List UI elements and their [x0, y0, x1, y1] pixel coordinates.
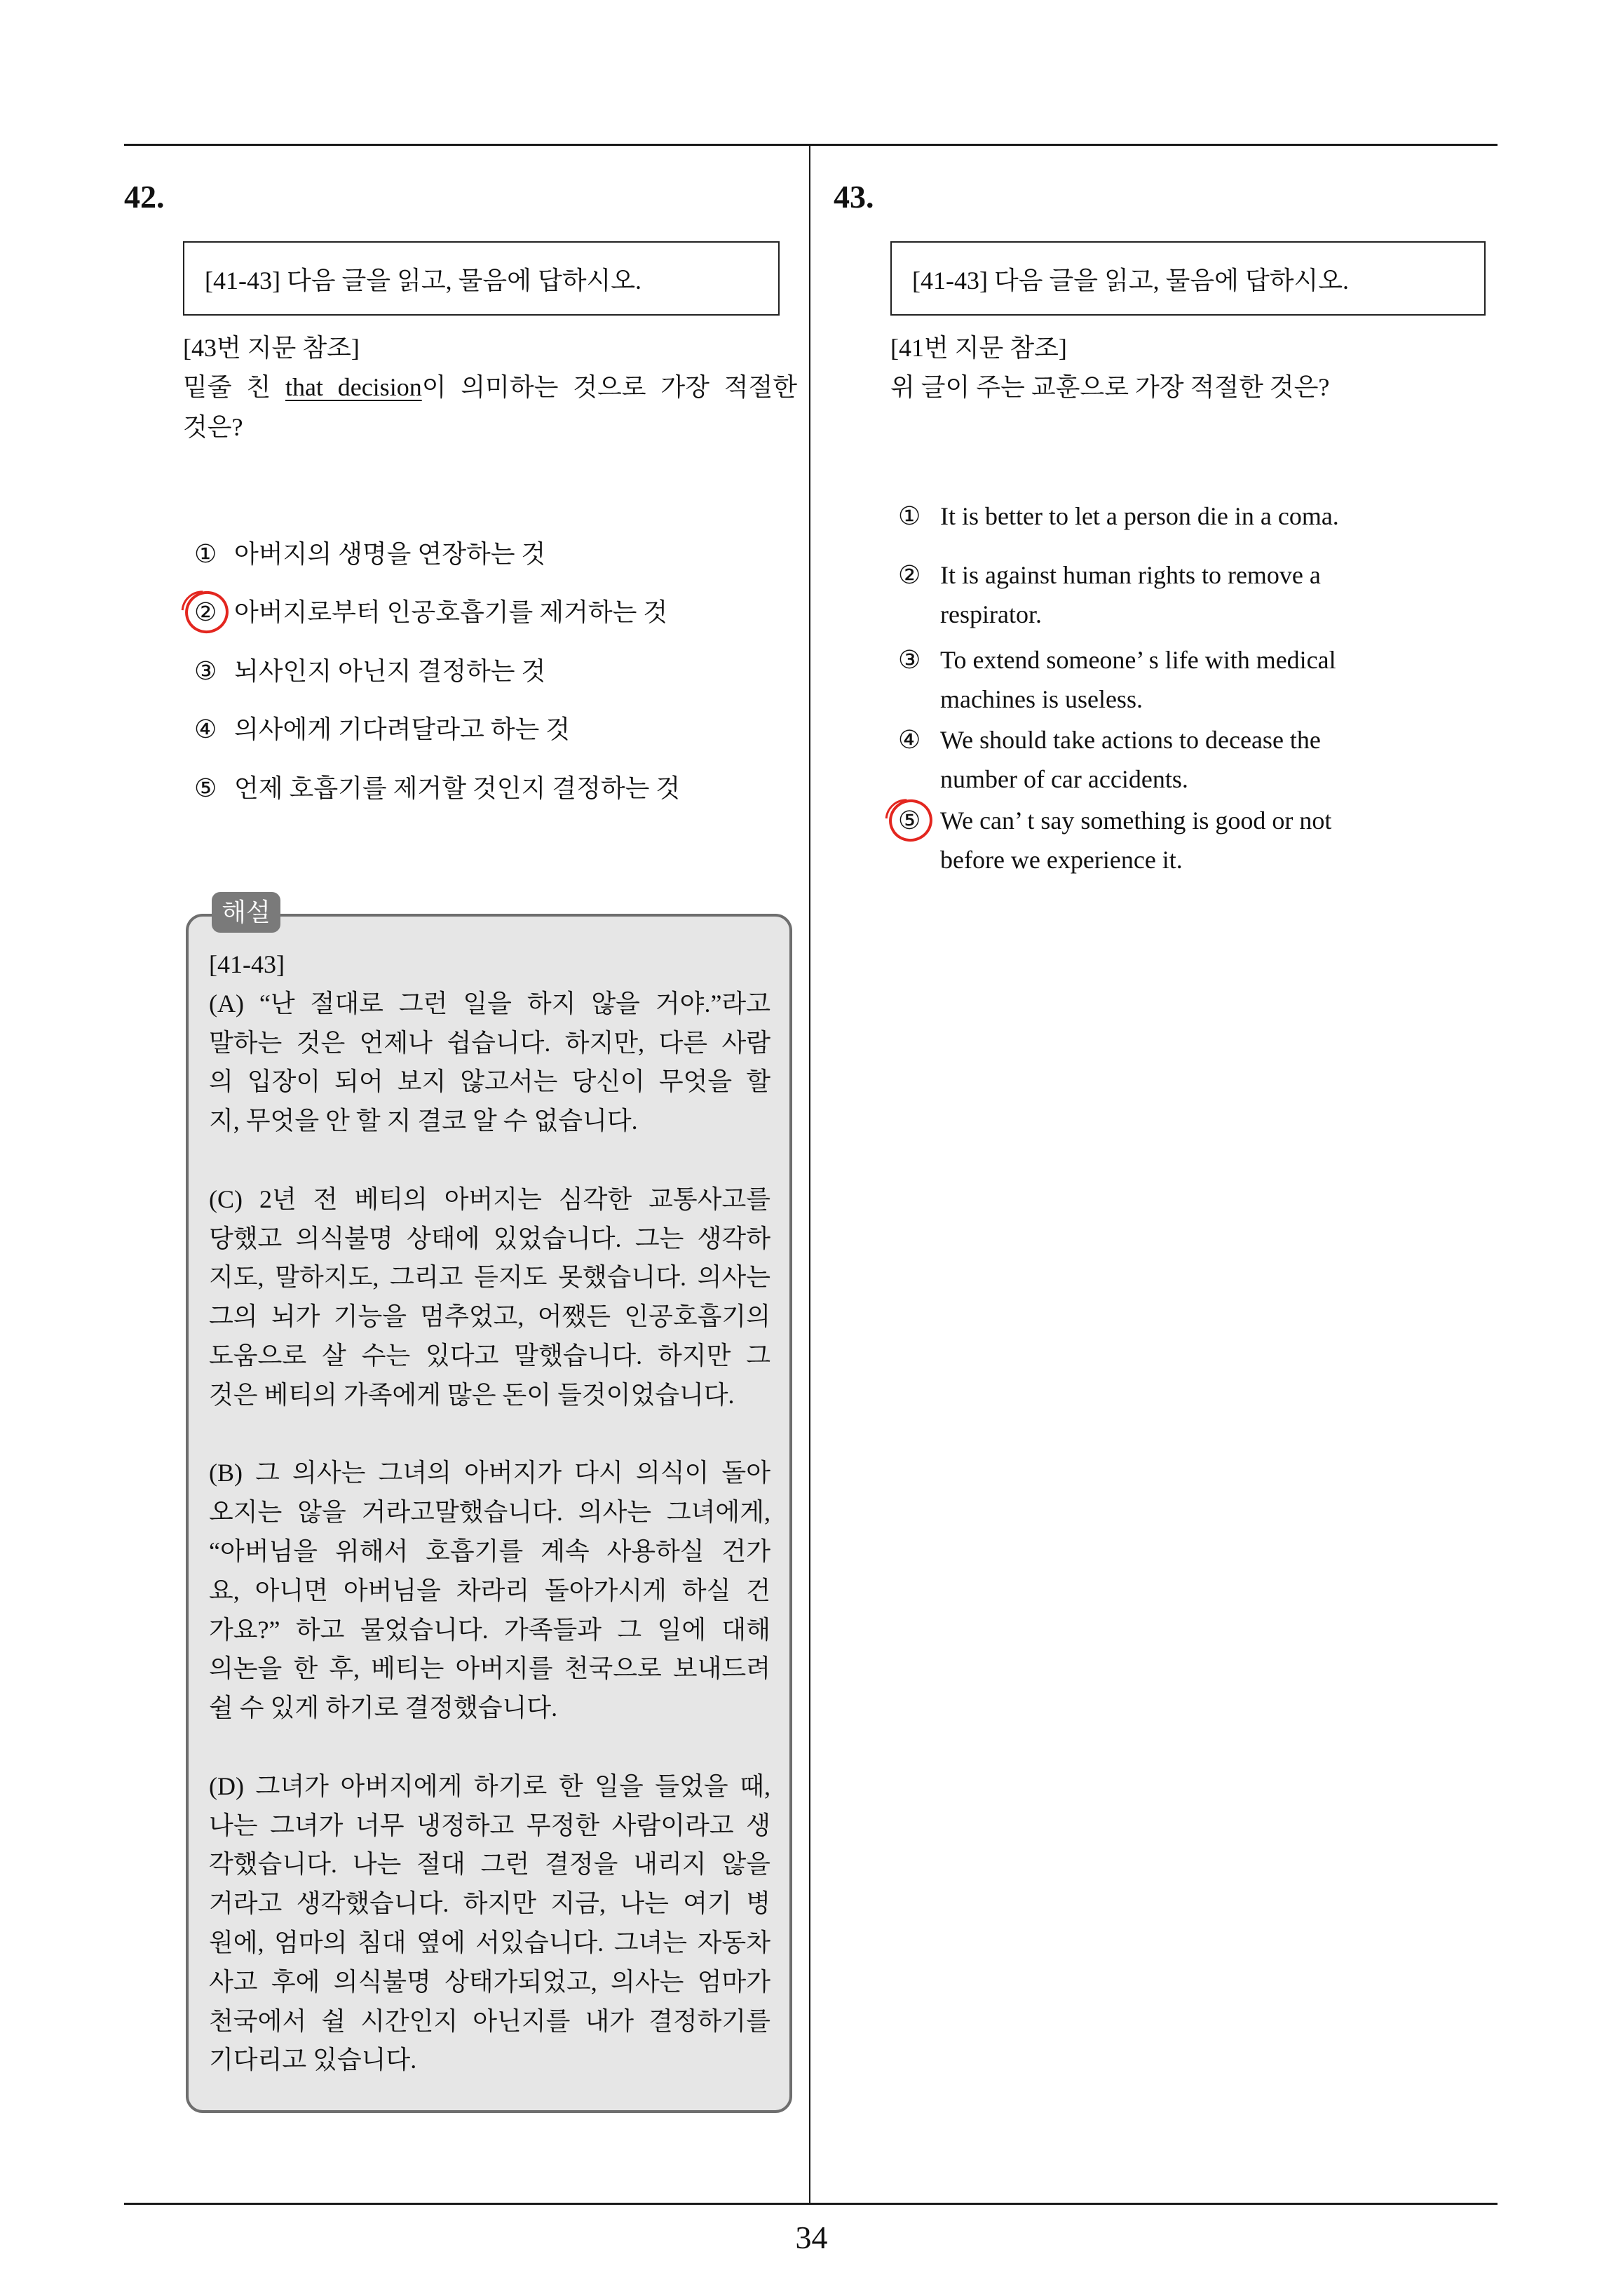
- option-text-line: We can’ t say something is good or not: [940, 806, 1332, 835]
- left-option-4: [194, 710, 797, 768]
- instruction-text: [41-43] 다음 글을 읽고, 물음에 답하시오.: [912, 266, 1350, 295]
- option-text: [940, 640, 1336, 720]
- explanation-line: 쉴 수 있게 하기로 결정했습니다.: [209, 1694, 558, 1722]
- option-text: 아버지의 생명을 연장하는 것: [234, 540, 546, 568]
- question-text-post: 이 의미하는 것으로 가장 적절한: [421, 373, 798, 402]
- explanation-line: 것은 베티의 가족에게 많은 돈이 들것이었습니다.: [209, 1380, 735, 1409]
- option-number: ②: [898, 561, 921, 589]
- explanation-line: 그의 뇌가 기능을 멈추었고, 어쨌든 인공호흡기의: [209, 1302, 770, 1331]
- right-option-3: [898, 640, 1336, 720]
- option-text: 언제 호흡기를 제거할 것인지 결정하는 것: [234, 774, 681, 802]
- explanation-line: (D) 그녀가 아버지에게 하기로 한 일을 들었을 때,: [209, 1771, 770, 1800]
- top-rule: [124, 144, 1498, 146]
- instruction-text: [41-43] 다음 글을 읽고, 물음에 답하시오.: [205, 266, 642, 295]
- option-number: ④: [194, 715, 217, 744]
- explanation-paragraph: [209, 985, 770, 1141]
- explanation-label: 해설: [212, 892, 280, 933]
- explanation-line: 사고 후에 의식불명 상태가되었고, 의사는 엄마가: [209, 1967, 770, 1996]
- explanation-line: 기다리고 있습니다.: [209, 2046, 417, 2074]
- option-text-line: We should take actions to decease the: [940, 726, 1321, 754]
- question-stem: [183, 328, 797, 447]
- option-text-line: To extend someone’ s life with medical: [940, 646, 1336, 674]
- explanation-line: (B) 그 의사는 그녀의 아버지가 다시 의식이 돌아: [209, 1459, 770, 1487]
- explanation-heading: [41-43]: [209, 950, 285, 978]
- explanation-line: 가요?” 하고 물었습니다. 가족들과 그 일에 대해: [209, 1615, 770, 1644]
- question-line: 위 글이 주는 교훈으로 가장 적절한 것은?: [890, 373, 1330, 402]
- explanation-line: (A) “난 절대로 그런 일을 하지 않을 거야.”라고: [209, 989, 770, 1018]
- option-text-line: It is against human rights to remove a: [940, 561, 1321, 589]
- explanation-line: 도움으로 살 수는 있다고 말했습니다. 하지만 그: [209, 1341, 770, 1370]
- option-number: ④: [898, 726, 921, 754]
- right-option-5: [898, 801, 1331, 880]
- question-line: [183, 367, 797, 407]
- option-number: ①: [194, 540, 217, 568]
- explanation-paragraph: [209, 1180, 770, 1415]
- option-text-line: It is better to let a person die in a coma.: [940, 502, 1339, 530]
- left-option-3: [194, 651, 797, 710]
- left-options-list: [194, 534, 797, 827]
- explanation-line: 의 입장이 되어 보지 않고서는 당신이 무엇을 할: [209, 1067, 770, 1096]
- option-number: ⑤: [898, 801, 938, 840]
- question-text-pre: 밑줄 친: [183, 373, 285, 402]
- left-option-2: [194, 593, 797, 651]
- page-number: 34: [795, 2220, 828, 2255]
- explanation-line: 거라고 생각했습니다. 하지만 지금, 나는 여기 병: [209, 1889, 770, 1918]
- explanation-line: 요, 아니면 아버님을 차라리 돌아가시게 하실 건: [209, 1576, 770, 1605]
- explanation-paragraph: [209, 1767, 770, 2080]
- option-number: ①: [898, 502, 921, 530]
- right-option-2: [898, 555, 1321, 635]
- option-text-line: machines is useless.: [940, 685, 1143, 714]
- instruction-box: [890, 241, 1486, 316]
- option-text-line: respirator.: [940, 600, 1042, 629]
- explanation-line: (C) 2년 전 베티의 아버지는 심각한 교통사고를: [209, 1184, 770, 1213]
- passage-reference: [41번 지문 참조]: [890, 334, 1067, 362]
- option-number: ③: [194, 656, 217, 685]
- option-text: 아버지로부터 인공호흡기를 제거하는 것: [234, 598, 668, 627]
- option-text: [940, 720, 1321, 799]
- option-text: [940, 497, 1339, 536]
- column-divider: [809, 145, 810, 2203]
- right-option-1: [898, 497, 1339, 536]
- explanation-line: 천국에서 쉴 시간인지 아닌지를 내가 결정하기를: [209, 2006, 770, 2035]
- explanation-text: [209, 945, 770, 2080]
- explanation-line: 나는 그녀가 너무 냉정하고 무정한 사람이라고 생: [209, 1811, 770, 1839]
- bottom-rule: [124, 2203, 1498, 2205]
- option-number: ②: [194, 593, 234, 632]
- explanation-line: 지, 무엇을 안 할 지 결코 알 수 없습니다.: [209, 1107, 638, 1135]
- question-stem: [890, 328, 1493, 407]
- option-text: [940, 555, 1321, 635]
- underlined-phrase: that decision: [285, 373, 422, 402]
- option-text: [940, 801, 1331, 880]
- explanation-line: 오지는 않을 거라고말했습니다. 의사는 그녀에게,: [209, 1498, 770, 1527]
- left-option-1: [194, 534, 797, 593]
- question-line: 것은?: [183, 412, 243, 441]
- question-number-42: 42.: [124, 179, 165, 215]
- explanation-line: 당했고 의식불명 상태에 있었습니다. 그는 생각하: [209, 1224, 770, 1252]
- explanation-line: 각했습니다. 나는 절대 그런 결정을 내리지 않을: [209, 1850, 770, 1879]
- explanation-line: 의논을 한 후, 베티는 아버지를 천국으로 보내드려: [209, 1654, 770, 1683]
- explanation-line: 지도, 말하지도, 그리고 듣지도 못했습니다. 의사는: [209, 1263, 770, 1292]
- instruction-box: [183, 241, 780, 316]
- option-text: 뇌사인지 아닌지 결정하는 것: [234, 656, 546, 685]
- option-text-line: number of car accidents.: [940, 765, 1188, 794]
- left-option-5: [194, 769, 797, 827]
- answer-circle-mark: [885, 795, 937, 846]
- option-number: ⑤: [194, 774, 217, 802]
- option-text: 의사에게 기다려달라고 하는 것: [234, 715, 571, 744]
- option-text-line: before we experience it.: [940, 846, 1183, 874]
- passage-reference: [43번 지문 참조]: [183, 334, 360, 362]
- question-number-43: 43.: [834, 179, 874, 215]
- explanation-line: 말하는 것은 언제나 쉽습니다. 하지만, 다른 사람: [209, 1028, 770, 1057]
- explanation-line: “아버님을 위해서 호흡기를 계속 사용하실 건가: [209, 1537, 770, 1565]
- answer-circle-mark: [181, 587, 233, 638]
- explanation-paragraph: [209, 1454, 770, 1728]
- option-number: ③: [898, 646, 921, 674]
- right-option-4: [898, 720, 1321, 799]
- explanation-line: 원에, 엄마의 침대 옆에 서있습니다. 그녀는 자동차: [209, 1928, 770, 1957]
